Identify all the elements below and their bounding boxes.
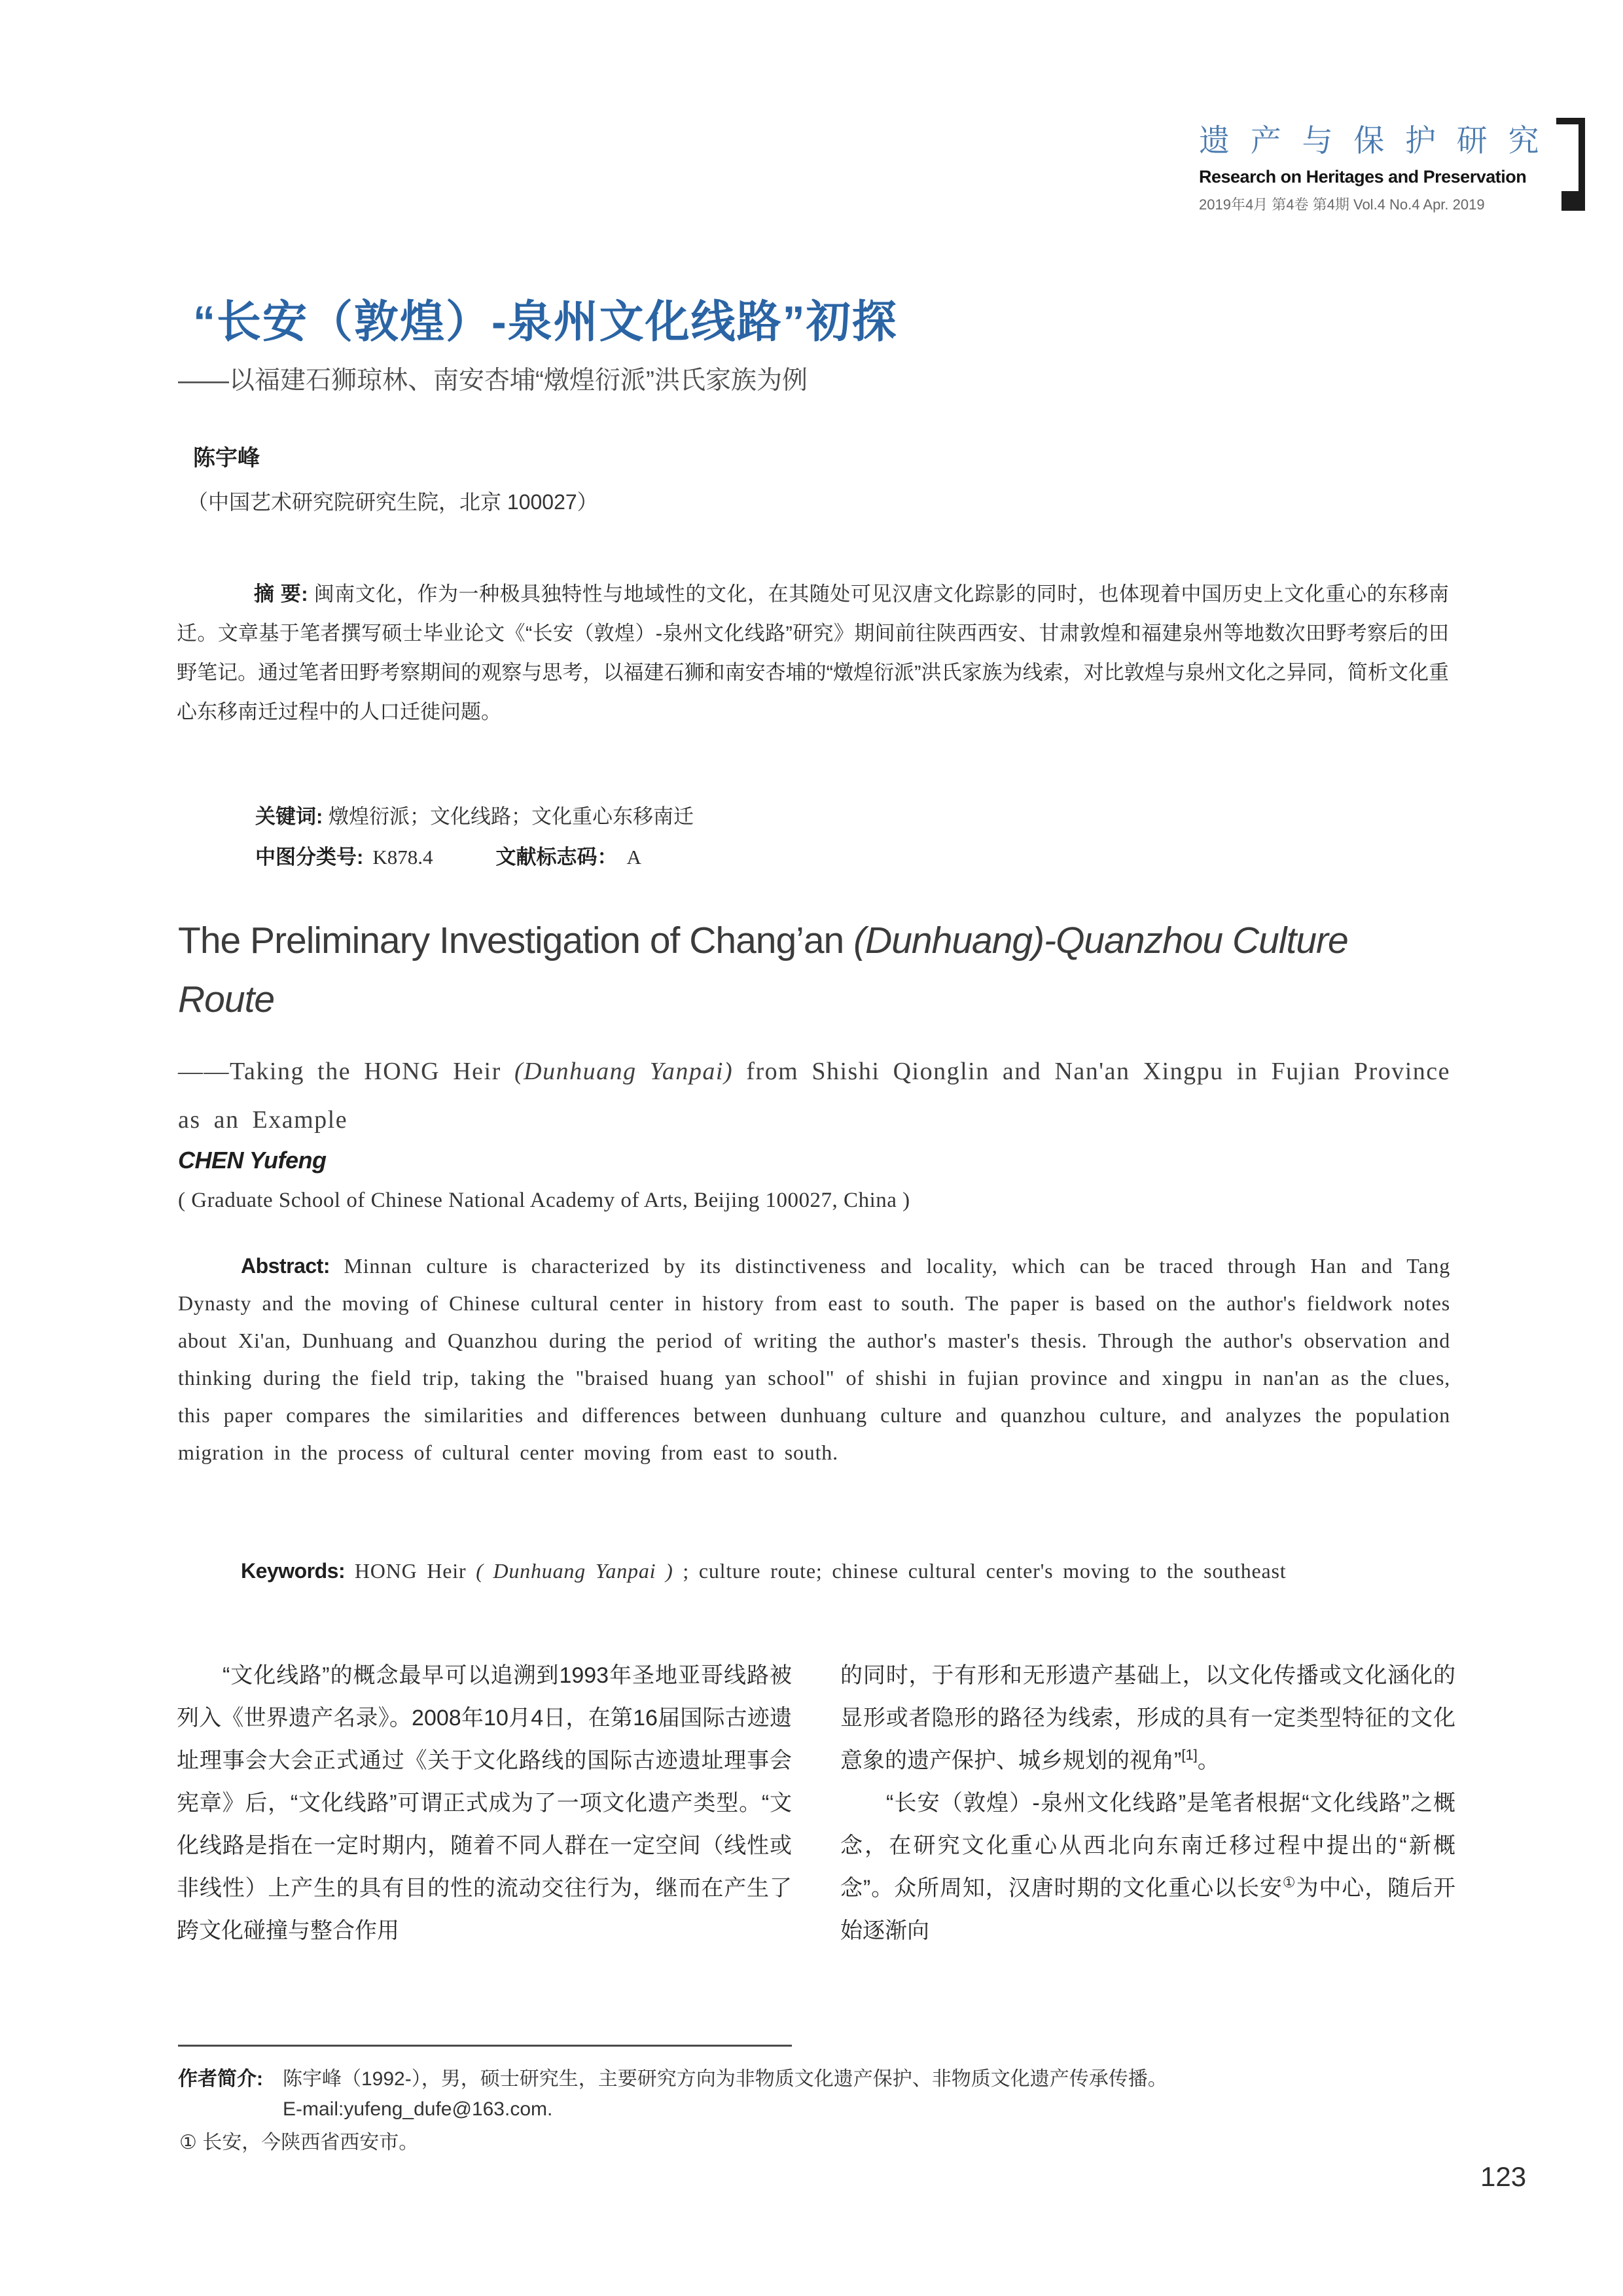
keywords-en-label: Keywords:: [241, 1559, 346, 1583]
journal-name-en: Research on Heritages and Preservation: [1199, 167, 1527, 187]
footnote-text: 长安，今陕西省西安市。: [196, 2132, 419, 2153]
subtitle-en-italic: (Dunhuang Yanpai): [514, 1058, 734, 1085]
author-bio-label: 作者简介:: [178, 2068, 263, 2090]
body-text: 。: [1197, 1748, 1220, 1773]
bracket-icon: [1556, 118, 1585, 208]
journal-header-text: [1199, 117, 1546, 214]
footnote-divider: [178, 2045, 792, 2047]
body-text: 的同时，于有形和无形遗产基础上，以文化传播或文化涵化的显形或者隐形的路径为线索，形成的具有一定类型特征的文化意象的遗产保护、城乡规划的视角”: [840, 1663, 1455, 1773]
title-en-italic: (Dunhuang)-Quanzhou Culture Route: [178, 920, 1348, 1020]
journal-header: [1199, 117, 1585, 214]
clc-value: K878.4: [372, 846, 433, 869]
doc-code-value: A: [626, 846, 641, 869]
subtitle-en-prefix: ——Taking the HONG Heir: [178, 1058, 514, 1085]
affiliation-en: ( Graduate School of Chinese National Academy of Arts, Beijing 100027, China ): [178, 1189, 910, 1212]
body-column-right: [840, 1655, 1455, 1952]
body-text: 为中心，随后开始逐渐向: [840, 1876, 1455, 1943]
body-paragraph: [840, 1655, 1455, 1782]
article-subtitle-cn: ——以福建石狮琼林、南安杏埔“燉煌衍派”洪氏家族为例: [178, 367, 808, 395]
keywords-cn: [255, 800, 694, 829]
keywords-cn-label: 关键词:: [255, 805, 323, 828]
author-bio: [178, 2064, 1450, 2125]
keywords-cn-text: 燉煌衍派；文化线路；文化重心东移南迁: [323, 805, 694, 828]
author-bio-text: 陈宇峰（1992-），男，硕士研究生，主要研究方向为非物质文化遗产保护、非物质文化遗产传承传播。: [283, 2068, 1168, 2090]
page-number: 123: [1480, 2161, 1527, 2192]
abstract-en-text: Minnan culture is characterized by its distinctiveness and locality, which can be traced through Han and Tang Dynasty and the moving of Chinese cultural center in history from east to south. The paper is based on the author's fieldwork notes about Xi'an, Dunhuang and Quanzhou during the period of writing the author's master's thesis. Through the author's observation and thinking during the field trip, taking the "braised huang yan school" of shishi in fujian province and xingpu in nan'an as the clues, this paper compares the similarities and differences between dunhuang culture and quanzhou culture, and analyzes the population migration in the process of cultural center moving from east to south.: [178, 1254, 1450, 1464]
abstract-cn-label: 摘 要:: [254, 583, 308, 605]
title-en-regular: The Preliminary Investigation of Chang’an: [178, 920, 854, 961]
article-subtitle-en: [178, 1047, 1450, 1144]
body-column-left: [177, 1655, 792, 1952]
clc-line: [255, 840, 641, 870]
article-title-en: [178, 911, 1450, 1029]
footnote-marker: ①: [1282, 1874, 1296, 1891]
keywords-en-prefix: HONG Heir: [345, 1559, 476, 1583]
author-name-en: CHEN Yufeng: [178, 1147, 327, 1174]
body-paragraph: [840, 1782, 1455, 1952]
footnote-number: ①: [179, 2132, 197, 2153]
author-bio-body: [283, 2064, 1168, 2125]
journal-issue-line: 2019年4月 第4卷 第4期 Vol.4 No.4 Apr. 2019: [1199, 196, 1485, 213]
abstract-cn-text: 闽南文化，作为一种极具独特性与地域性的文化，在其随处可见汉唐文化踪影的同时，也体现着中国历史上文化重心的东移南迁。文章基于笔者撰写硕士毕业论文《“长安（敦煌）-泉州文化线路”研究》期间前往陕西西安、甘肃敦煌和福建泉州等地数次田野考察后的田野笔记。通过笔者田野考察期间的观察与思考，以福建石狮和南安杏埔的“燉煌衍派”洪氏家族为线索，对比敦煌与泉州文化之异同，简析文化重心东移南迁过程中的人口迁徙问题。: [177, 583, 1450, 723]
keywords-en-suffix: ; culture route; chinese cultural center's moving to the southeast: [673, 1559, 1287, 1583]
subtitle-en-suffix: from Shishi Qionglin and Nan'an Xingpu in Fujian Province as an Example: [178, 1058, 1450, 1134]
body-text: “长安（敦煌）-泉州文化线路”是笔者根据“文化线路”之概念，在研究文化重心从西北向东南迁移过程中提出的“新概念”。众所周知，汉唐时期的文化重心以长安: [840, 1791, 1455, 1901]
doc-code-label: 文献标志码：: [495, 846, 618, 869]
journal-name-cn: 遗 产 与 保 护 研 究: [1199, 124, 1546, 158]
affiliation-cn: （中国艺术研究院研究生院，北京 100027）: [187, 490, 598, 514]
body-paragraph: “文化线路”的概念最早可以追溯到1993年圣地亚哥线路被列入《世界遗产名录》。2008年10月4日，在第16届国际古迹遗址理事会大会正式通过《关于文化路线的国际古迹遗址理事会宪章》后，“文化线路”可谓正式成为了一项文化遗产类型。“文化线路是指在一定时期内，随着不同人群在一定空间（线性或非线性）上产生的具有目的性的流动交往行为，继而在产生了跨文化碰撞与整合作用: [177, 1663, 792, 1943]
keywords-en-italic: ( Dunhuang Yanpai ): [476, 1559, 673, 1583]
footnote: [179, 2126, 418, 2155]
author-name-cn: 陈宇峰: [193, 446, 260, 471]
abstract-cn: [177, 575, 1449, 732]
author-email: E-mail:yufeng_dufe@163.com.: [283, 2098, 553, 2120]
clc-label: 中图分类号:: [255, 846, 364, 869]
article-title-cn: “长安（敦煌）-泉州文化线路”初探: [193, 297, 898, 347]
reference-marker: [1]: [1181, 1746, 1198, 1763]
abstract-en-label: Abstract:: [241, 1254, 330, 1278]
abstract-en: [178, 1247, 1450, 1471]
keywords-en: [178, 1552, 1450, 1590]
